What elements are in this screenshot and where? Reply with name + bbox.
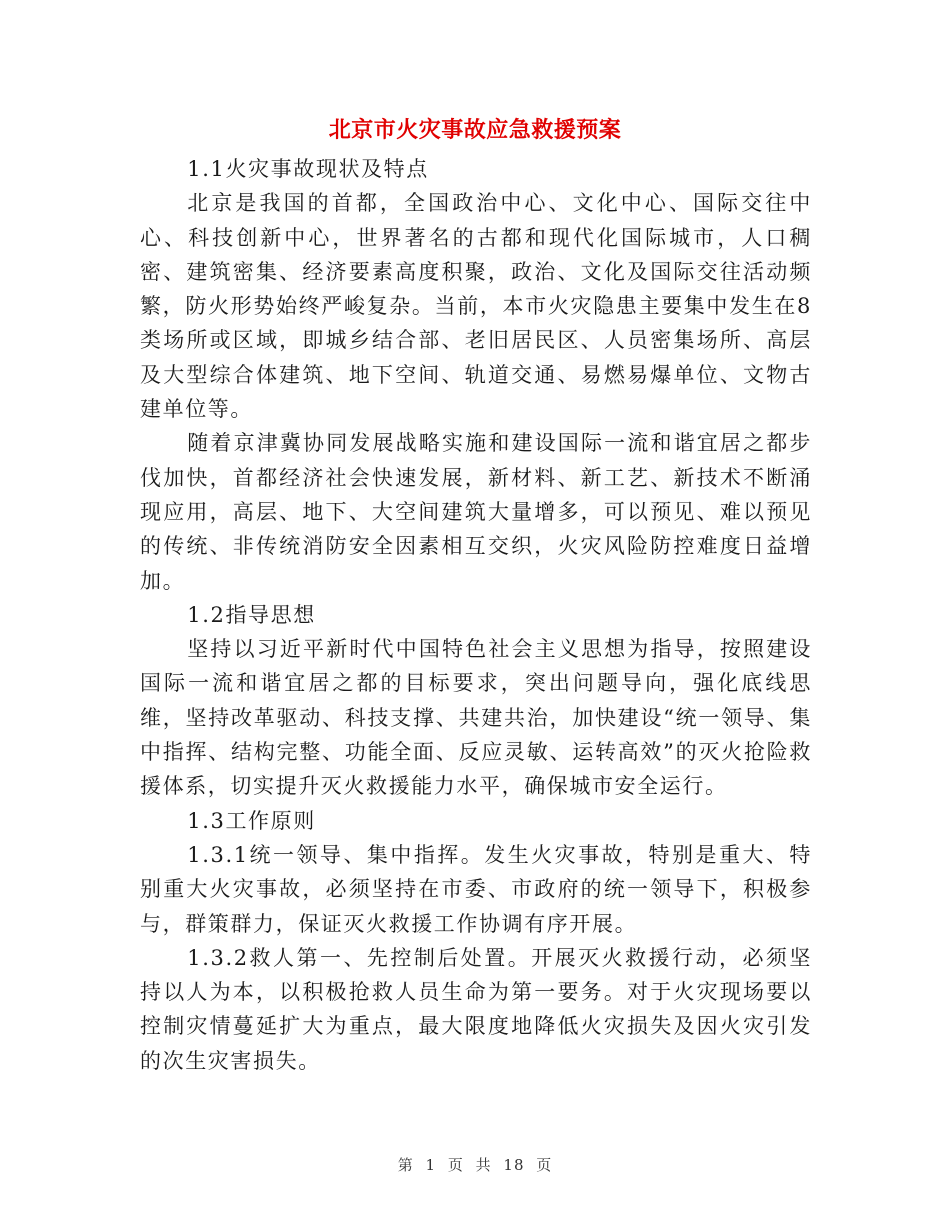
heading-1-3: 1.3工作原则: [187, 808, 316, 833]
page-footer: [0, 1154, 950, 1175]
paragraph: 坚持以习近平新时代中国特色社会主义思想为指导，按照建设国际一流和谐宜居之都的目标要求，突出问题导向，强化底线思维，坚持改革驱动、科技支撑、共建共治，加快建设“统一领导、集中指挥、结构完整、功能全面、反应灵敏、运转高效”的灭火抢险救援体系，切实提升灭火救援能力水平，确保城市安全运行。: [140, 637, 812, 799]
heading-1-2: 1.2指导思想: [187, 602, 316, 627]
footer-label-total: 共: [475, 1156, 492, 1174]
paragraph: 随着京津冀协同发展战略实施和建设国际一流和谐宜居之都步伐加快，首都经济社会快速发展，新材料、新工艺、新技术不断涌现应用，高层、地下、大空间建筑大量增多，可以预见、难以预见的传统、非传统消防安全因素相互交织，火灾风险防控难度日益增加。: [140, 431, 812, 593]
paragraph: 1.3.2救人第一、先控制后处置。开展灭火救援行动，必须坚持以人为本，以积极抢救人员生命为第一要务。对于火灾现场要以控制灾情蔓延扩大为重点，最大限度地降低火灾损失及因火灾引发的次生灾害损失。: [140, 945, 812, 1073]
document-body: [140, 152, 812, 1078]
footer-total-pages: 18: [503, 1156, 525, 1174]
heading-1-1: 1.1火灾事故现状及特点: [187, 157, 429, 181]
document-title: 北京市火灾事故应急救援预案: [328, 117, 622, 143]
footer-label-page: 第: [397, 1156, 414, 1174]
footer-label-total-unit: 页: [536, 1156, 553, 1174]
footer-label-page-unit: 页: [447, 1156, 464, 1174]
paragraph: 1.3.1统一领导、集中指挥。发生火灾事故，特别是重大、特别重大火灾事故，必须坚持在市委、市政府的统一领导下，积极参与，群策群力，保证灭火救援工作协调有序开展。: [140, 842, 812, 936]
paragraph: 北京是我国的首都，全国政治中心、文化中心、国际交往中心、科技创新中心，世界著名的古都和现代化国际城市，人口稠密、建筑密集、经济要素高度积聚，政治、文化及国际交往活动频繁，防火形势始终严峻复杂。当前，本市火灾隐患主要集中发生在8类场所或区域，即城乡结合部、老旧居民区、人员密集场所、高层及大型综合体建筑、地下空间、轨道交通、易燃易爆单位、文物古建单位等。: [140, 191, 812, 422]
footer-page-number: 1: [425, 1156, 437, 1174]
